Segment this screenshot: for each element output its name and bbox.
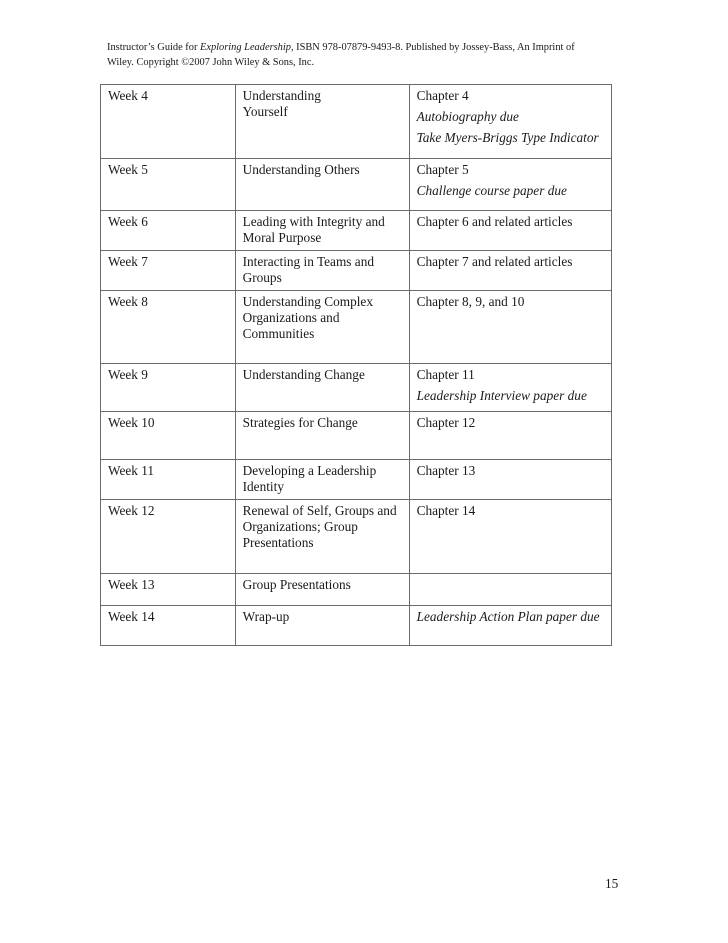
reading-cell	[409, 574, 611, 606]
reading-text: Chapter 5	[416, 162, 469, 177]
topic-cell: Strategies for Change	[235, 412, 409, 460]
header-copyright: Wiley. Copyright ©2007 John Wiley & Sons, Inc.	[107, 57, 315, 68]
table-row	[101, 364, 612, 412]
reading-text: Chapter 11	[416, 367, 475, 382]
reading-cell: Chapter 6 and related articles	[409, 211, 611, 251]
topic-cell: Interacting in Teams and Groups	[235, 251, 409, 291]
assignment-text: Challenge course paper due	[416, 183, 567, 198]
week-cell: Week 12	[101, 500, 236, 574]
reading-cell: Chapter 12	[409, 412, 611, 460]
table-row	[101, 574, 612, 606]
reading-cell: Chapter 14	[409, 500, 611, 574]
week-cell: Week 14	[101, 606, 236, 646]
page-number: 15	[605, 876, 619, 891]
topic-cell: Wrap-up	[235, 606, 409, 646]
assignment-text: Take Myers-Briggs Type Indicator	[416, 130, 599, 145]
topic-cell: Group Presentations	[235, 574, 409, 606]
table-row	[101, 211, 612, 251]
week-cell: Week 5	[101, 159, 236, 211]
table-row	[101, 500, 612, 574]
header-isbn: , ISBN 978-07879-9493-8. Published by Jossey-Bass, An Imprint of	[290, 42, 575, 53]
table-row	[101, 85, 612, 159]
table-row	[101, 460, 612, 500]
table-row	[101, 412, 612, 460]
reading-cell	[409, 85, 611, 159]
topic-cell: Understanding Change	[235, 364, 409, 412]
assignment-text: Leadership Interview paper due	[416, 388, 587, 403]
topic-cell: Leading with Integrity and Moral Purpose	[235, 211, 409, 251]
reading-cell	[409, 159, 611, 211]
topic-cell: Understanding Yourself	[235, 85, 409, 159]
reading-cell: Chapter 13	[409, 460, 611, 500]
topic-cell: Renewal of Self, Groups and Organizations; Group Presentations	[235, 500, 409, 574]
schedule-table	[100, 84, 612, 646]
reading-cell: Chapter 8, 9, and 10	[409, 291, 611, 364]
topic-cell: Understanding Complex Organizations and Communities	[235, 291, 409, 364]
week-cell: Week 4	[101, 85, 236, 159]
table-row	[101, 291, 612, 364]
week-cell: Week 9	[101, 364, 236, 412]
topic-cell: Developing a Leadership Identity	[235, 460, 409, 500]
table-row	[101, 606, 612, 646]
assignment-cell: Leadership Action Plan paper due	[409, 606, 611, 646]
table-row	[101, 251, 612, 291]
header-book-title: Exploring Leadership	[200, 42, 291, 53]
week-cell: Week 6	[101, 211, 236, 251]
topic-cell: Understanding Others	[235, 159, 409, 211]
reading-cell: Chapter 7 and related articles	[409, 251, 611, 291]
week-cell: Week 13	[101, 574, 236, 606]
week-cell: Week 8	[101, 291, 236, 364]
header-prefix: Instructor’s Guide for	[107, 42, 201, 53]
page-header	[107, 40, 607, 70]
table-row	[101, 159, 612, 211]
week-cell: Week 7	[101, 251, 236, 291]
reading-text: Chapter 4	[416, 88, 469, 103]
week-cell: Week 10	[101, 412, 236, 460]
reading-cell	[409, 364, 611, 412]
week-cell: Week 11	[101, 460, 236, 500]
assignment-text: Autobiography due	[416, 109, 519, 124]
